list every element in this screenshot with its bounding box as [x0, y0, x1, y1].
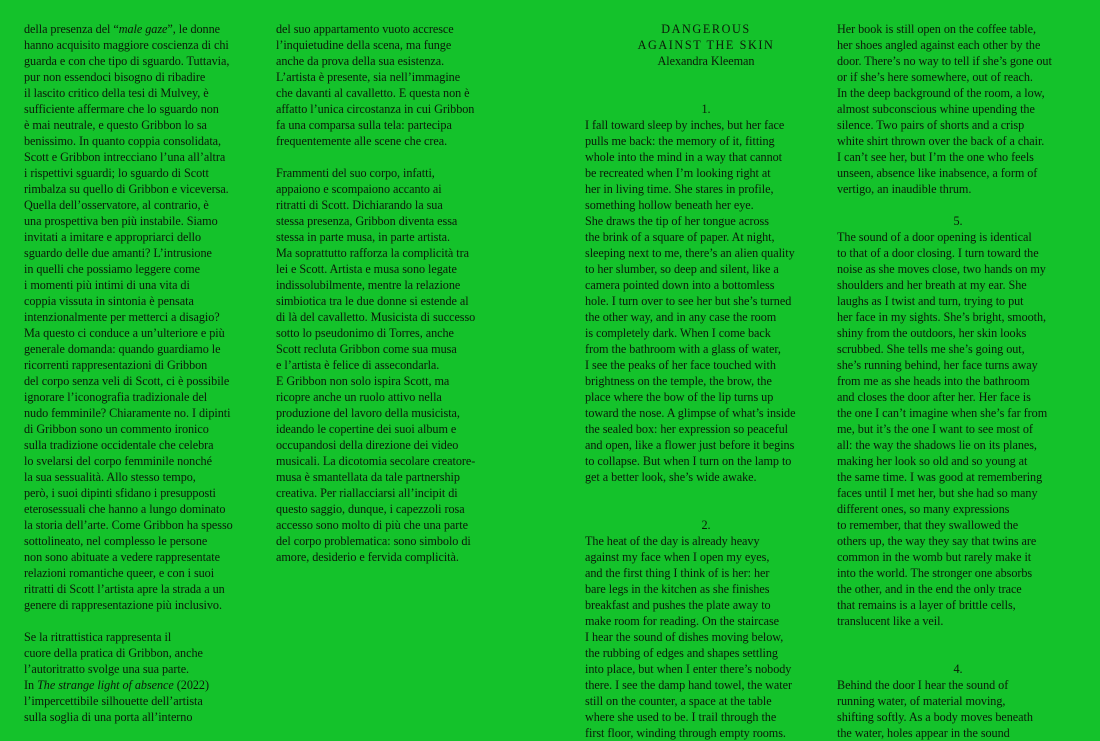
paragraph: del suo appartamento vuoto accresce l’inquietudine della scena, ma funge anche da prova della sua esistenza. L’artista è presente, sia nell’immagine che davanti al cavalletto. E questa non è affatto l’unica circostanza in cui Gribbon fa una comparsa sulla tela: partecipa frequentemente alle scene che crea. — [276, 22, 475, 148]
author-name: Alexandra Kleeman — [657, 54, 755, 68]
spacer — [585, 69, 827, 101]
story-title — [585, 21, 827, 69]
section-text: The sound of a door opening is identical to that of a door closing. I turn toward the noise as she moves close, two hands on my shoulders and her breath at my ear. She laughs as I twist and turn, trying to put her face in my sights. She’s bright, smooth, shiny from the outdoors, her skin looks scrubbed. She tells me she’s going out, she’s running behind, her face turns away from me as she heads into the bathroom and closes the door after her. Her face is the one I can’t imagine when she’s far from me, but it’s the one I want to see most of all: the way the shadows lie on its planes, making her look so old and so young at the same time. I was good at remembering faces until I met her, but she had so many different ones, so many expressions to remember, that they swallowed the others up, the way they say that twins are common in the womb but rarely make it into the world. The stronger one absorbs the other, and in the end the only trace that remains is a layer of brittle cells, translucent like a veil. — [837, 230, 1048, 628]
left-page-column-1 — [24, 21, 266, 725]
section-number: 1. — [701, 102, 711, 116]
title-line: AGAINST THE SKIN — [637, 38, 775, 52]
paragraph — [24, 21, 266, 613]
right-page-column-1 — [585, 21, 827, 741]
text-run: della presenza del “ — [24, 22, 119, 36]
spacer — [585, 485, 827, 517]
section-text: Behind the door I hear the sound of running water, of material moving, shifting softly. As a body moves beneath the water, holes appear in the sound — [837, 678, 1033, 740]
left-page-column-2 — [276, 21, 516, 565]
title-line: DANGEROUS — [661, 22, 751, 36]
spacer — [837, 197, 1079, 213]
emphasis-text: male gaze — [118, 22, 168, 36]
spacer — [837, 629, 1079, 661]
text-run: ”, le donne hanno acquisito maggiore coscienza di chi guarda e con che tipo di sguardo. Tuttavia, pur non essendoci bisogno di ribadire il lascito critico della tesi di Mulvey, è sufficiente affermare che lo sguardo non è mai neutrale, e questo Gribbon lo sa benissimo. In quanto coppia consolidata, Scott e Gribbon intrecciano l’una all’altra i rispettivi sguardi; lo sguardo di Scott rimbalza su quello di Gribbon e viceversa. Quella dell’osservatore, al contrario, è una prospettiva ben più instabile. Siamo invitati a imitare e appropriarci dello sguardo delle due amanti? L’intrusione in quelli che possiamo leggere come i momenti più intimi di una vita di coppia vissuta in sintonia è pensata intenzionalmente per metterci a disagio? Ma questo ci conduce a un’ulteriore e più generale domanda: quando guardiamo le ricorrenti rappresentazioni di Gribbon del corpo senza veli di Scott, ci è possibile ignorare l’iconografia tradizionale del nudo femminile? Chiaramente no. I dipinti di Gribbon sono un commento ironico sulla tradizione occidentale che celebra lo svelarsi del corpo femminile nonché la sua sessualità. Allo stesso tempo, però, i suoi dipinti sfidano i presupposti eterosessuali che hanno a lungo dominato la storia dell’arte. Come Gribbon ha spesso sottolineato, nel complesso le persone non sono abituate a vedere rappresentate relazioni romantiche queer, e con i suoi ritratti di Scott l’artista apre la strada a un genere di rappresentazione più inclusivo. — [24, 22, 233, 612]
text-run: Se la ritrattistica rappresenta il cuore della pratica di Gribbon, anche l’autoritratto svolge una sua parte. In — [24, 630, 203, 692]
artwork-title: The strange light of absence — [37, 678, 174, 692]
paragraph — [24, 629, 266, 725]
section-text: Her book is still open on the coffee table, her shoes angled against each other by the door. There’s no way to tell if she’s gone out or if she’s here somewhere, out of reach. In the deep background of the room, a low, almost subconscious whine upending the silence. Two pairs of shorts and a crisp white shirt thrown over the back of a chair. I can’t see her, but I’m the one who feels unseen, absence like inabsence, a form of vertigo, an inaudible thrum. — [837, 22, 1052, 196]
section-number: 5. — [953, 214, 963, 228]
section-number: 2. — [701, 518, 711, 532]
text-run: (2022) l’impercettibile silhouette dell’artista sulla soglia di una porta all’interno — [24, 678, 209, 724]
section-number: 4. — [953, 662, 963, 676]
section-text: The heat of the day is already heavy against my face when I open my eyes, and the first thing I think of is her: her bare legs in the kitchen as she finishes breakfast and pushes the plate away to make room for reading. On the staircase I hear the sound of dishes moving below, the rubbing of edges and shapes settling into place, but when I enter there’s nobody there. I see the damp hand towel, the water still on the counter, a space at the table where she used to be. I trail through the first floor, winding through empty rooms. — [585, 534, 792, 740]
paragraph: Frammenti del suo corpo, infatti, appaiono e scompaiono accanto ai ritratti di Scott. Dichiarando la sua stessa presenza, Gribbon diventa essa stessa in parte musa, in parte artista. Ma soprattutto rafforza la complicità tra lei e Scott. Artista e musa sono legate indissolubilmente, mentre la relazione simbiotica tra le due donne si estende al di là del cavalletto. Musicista di successo sotto lo pseudonimo di Torres, anche Scott recluta Gribbon come sua musa e l’artista è felice di assecondarla. E Gribbon non solo ispira Scott, ma ricopre anche un ruolo attivo nella produzione del lavoro della musicista, ideando le copertine dei suoi album e occupandosi della direzione dei video musicali. La dicotomia secolare creatore- musa è smantellata da tale partnership creativa. Per riallacciarsi all’incipit di questo saggio, dunque, i capezzoli rosa accesso sono molto di più che una parte del corpo problematica: sono simbolo di amore, desiderio e fervida complicità. — [276, 166, 476, 564]
section-text: I fall toward sleep by inches, but her face pulls me back: the memory of it, fitting whole into the mind in a way that cannot be recreated when I’m looking right at her in living time. She stares in profile, something hollow beneath her eye. She draws the tip of her tongue across the brink of a square of paper. At night, sleeping next to me, there’s an alien quality to her slumber, so deep and silent, like a camera pointed down into a bottomless hole. I turn over to see her but she’s turned the other way, and in any case the room is completely dark. When I come back from the bathroom with a glass of water, I see the peaks of her face touched with brightness on the temple, the brow, the place where the bow of the lip turns up toward the nose. A glimpse of what’s inside the sealed box: her expression so peaceful and open, like a flower just before it begins to collapse. But when I turn on the lamp to get a better look, she’s wide awake. — [585, 118, 796, 484]
right-page-column-2 — [837, 21, 1079, 741]
